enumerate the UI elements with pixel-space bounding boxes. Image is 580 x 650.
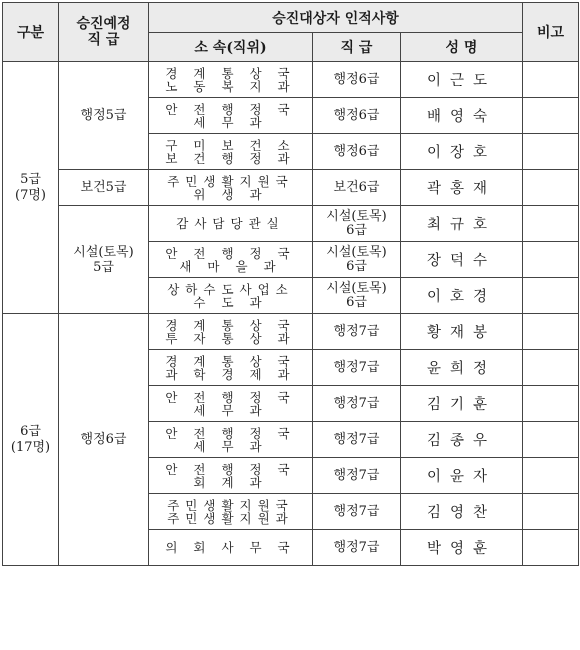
- affiliation-line: 수 도 과: [193, 294, 268, 310]
- affiliation-cell: [149, 314, 313, 350]
- name-cell: 김기훈: [401, 386, 523, 422]
- affiliation-cell: [149, 278, 313, 314]
- affiliation-cell: [149, 494, 313, 530]
- category-line: (7명): [15, 187, 46, 203]
- rank-line: 행정6급: [333, 71, 380, 87]
- header-name: 성 명: [401, 33, 523, 62]
- affiliation-line: 과 학 경 제 과: [165, 366, 296, 382]
- affiliation-line: 안 전 행 정 국: [165, 245, 296, 261]
- promotion-roster-table: [2, 2, 579, 566]
- target-rank-line: 시설(토목): [73, 244, 134, 260]
- remark-cell: [523, 170, 579, 206]
- affiliation-line: 안 전 행 정 국: [165, 461, 296, 477]
- category-cell: [3, 314, 59, 566]
- rank-cell: [313, 278, 401, 314]
- affiliation-line: 경 계 통 상 국: [165, 65, 296, 81]
- name-cell: 이근도: [401, 62, 523, 98]
- target-rank-line: 5급: [93, 259, 114, 275]
- target-rank-line: 행정6급: [80, 432, 127, 447]
- name-cell: 황재봉: [401, 314, 523, 350]
- rank-cell: [313, 386, 401, 422]
- affiliation-line: 경 계 통 상 국: [165, 317, 296, 333]
- rank-line: 시설(토목): [326, 208, 387, 224]
- rank-cell: [313, 314, 401, 350]
- table-row: [3, 314, 579, 350]
- header-rank: 직 급: [313, 33, 401, 62]
- affiliation-line: 감사담당관실: [176, 216, 285, 231]
- affiliation-cell: [149, 422, 313, 458]
- rank-line: 행정7급: [333, 467, 380, 483]
- affiliation-line: 주민생활지원국: [167, 497, 294, 513]
- name-cell: 장덕수: [401, 242, 523, 278]
- target-rank-cell: [59, 206, 149, 314]
- affiliation-line: 세 무 과: [193, 114, 268, 130]
- affiliation-line: 보 건 행 정 과: [165, 150, 296, 166]
- table-row: [3, 206, 579, 242]
- remark-cell: [523, 494, 579, 530]
- category-line: 6급: [20, 423, 41, 439]
- header-target-rank-line: 승진예정: [76, 16, 131, 32]
- affiliation-cell: [149, 98, 313, 134]
- rank-line: 행정7급: [333, 503, 380, 519]
- affiliation-cell: [149, 206, 313, 242]
- affiliation-line: 주민생활지원과: [167, 510, 294, 526]
- header-target-rank: [59, 3, 149, 62]
- rank-cell: [313, 170, 401, 206]
- remark-cell: [523, 530, 579, 566]
- rank-cell: [313, 62, 401, 98]
- name-cell: 곽홍재: [401, 170, 523, 206]
- rank-line: 행정7급: [333, 539, 380, 555]
- rank-line: 행정7급: [333, 431, 380, 447]
- target-rank-line: 행정5급: [80, 108, 127, 123]
- category-line: 5급: [20, 171, 41, 187]
- affiliation-line: 투 자 통 상 과: [165, 330, 296, 346]
- rank-line: 행정7급: [333, 323, 380, 339]
- table-header: [3, 3, 579, 62]
- name-cell: 이호경: [401, 278, 523, 314]
- affiliation-line: 세 무 과: [193, 438, 268, 454]
- rank-cell: [313, 350, 401, 386]
- affiliation-line: 안 전 행 정 국: [165, 101, 296, 117]
- name-cell: 이장호: [401, 134, 523, 170]
- table-row: [3, 170, 579, 206]
- rank-line: 보건6급: [333, 179, 380, 195]
- name-cell: 배영숙: [401, 98, 523, 134]
- affiliation-line: 안 전 행 정 국: [165, 389, 296, 405]
- remark-cell: [523, 242, 579, 278]
- affiliation-line: 경 계 통 상 국: [165, 353, 296, 369]
- table-body: [3, 62, 579, 566]
- header-affiliation: 소 속(직위): [149, 33, 313, 62]
- remark-cell: [523, 98, 579, 134]
- rank-line: 시설(토목): [326, 244, 387, 260]
- affiliation-line: 구 미 보 건 소: [165, 137, 296, 153]
- name-cell: 김종우: [401, 422, 523, 458]
- affiliation-line: 의 회 사 무 국: [165, 540, 296, 555]
- remark-cell: [523, 350, 579, 386]
- rank-cell: [313, 458, 401, 494]
- target-rank-cell: [59, 314, 149, 566]
- rank-line: 행정6급: [333, 107, 380, 123]
- remark-cell: [523, 386, 579, 422]
- affiliation-cell: [149, 134, 313, 170]
- rank-cell: [313, 98, 401, 134]
- remark-cell: [523, 314, 579, 350]
- name-cell: 김영찬: [401, 494, 523, 530]
- table-row: [3, 62, 579, 98]
- rank-line: 시설(토목): [326, 280, 387, 296]
- affiliation-line: 주민생활지원국: [167, 173, 294, 189]
- affiliation-line: 노 동 복 지 과: [165, 78, 296, 94]
- affiliation-line: 상하수도사업소: [167, 281, 294, 297]
- remark-cell: [523, 458, 579, 494]
- rank-cell: [313, 134, 401, 170]
- remark-cell: [523, 62, 579, 98]
- rank-cell: [313, 206, 401, 242]
- rank-cell: [313, 494, 401, 530]
- name-cell: 최규호: [401, 206, 523, 242]
- rank-line: 6급: [346, 294, 367, 310]
- affiliation-cell: [149, 458, 313, 494]
- affiliation-cell: [149, 62, 313, 98]
- remark-cell: [523, 422, 579, 458]
- affiliation-cell: [149, 170, 313, 206]
- rank-cell: [313, 530, 401, 566]
- affiliation-line: 회 계 과: [193, 474, 268, 490]
- rank-line: 행정6급: [333, 143, 380, 159]
- affiliation-line: 새 마 을 과: [179, 258, 282, 274]
- header-remarks: 비고: [523, 3, 579, 62]
- rank-line: 행정7급: [333, 359, 380, 375]
- category-cell: [3, 62, 59, 314]
- target-rank-cell: [59, 62, 149, 170]
- header-target-rank-line: 직 급: [87, 32, 120, 48]
- name-cell: 윤희정: [401, 350, 523, 386]
- target-rank-line: 보건5급: [80, 180, 127, 195]
- affiliation-cell: [149, 350, 313, 386]
- name-cell: 이윤자: [401, 458, 523, 494]
- affiliation-line: 안 전 행 정 국: [165, 425, 296, 441]
- name-cell: 박영훈: [401, 530, 523, 566]
- remark-cell: [523, 206, 579, 242]
- rank-line: 행정7급: [333, 395, 380, 411]
- header-category: 구분: [3, 3, 59, 62]
- affiliation-cell: [149, 530, 313, 566]
- rank-cell: [313, 242, 401, 278]
- affiliation-line: 세 무 과: [193, 402, 268, 418]
- remark-cell: [523, 134, 579, 170]
- rank-line: 6급: [346, 222, 367, 238]
- header-candidates-group: 승진대상자 인적사항: [149, 3, 523, 33]
- category-line: (17명): [10, 439, 51, 455]
- rank-cell: [313, 422, 401, 458]
- affiliation-line: 위 생 과: [193, 186, 268, 202]
- affiliation-cell: [149, 242, 313, 278]
- remark-cell: [523, 278, 579, 314]
- target-rank-cell: [59, 170, 149, 206]
- affiliation-cell: [149, 386, 313, 422]
- rank-line: 6급: [346, 258, 367, 274]
